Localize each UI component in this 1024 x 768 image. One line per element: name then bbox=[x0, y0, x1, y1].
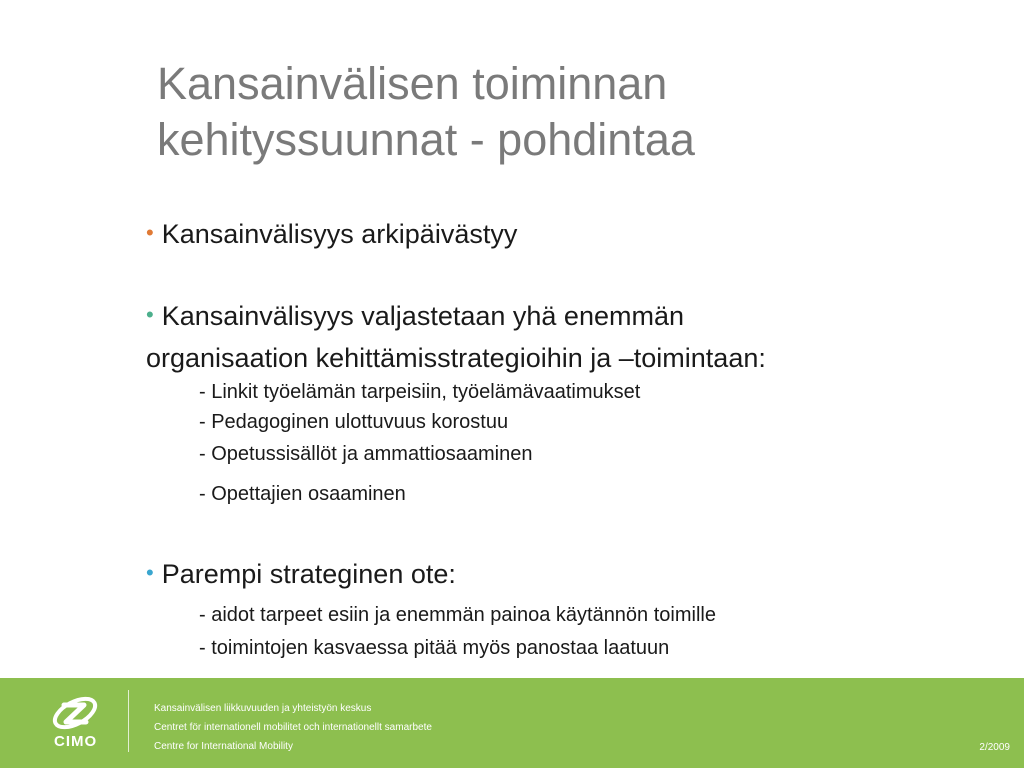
sub-item: - toimintojen kasvaessa pitää myös panostaa laatuun bbox=[199, 637, 670, 659]
bullet-2-text: Kansainvälisyys valjastetaan yhä enemmän bbox=[161, 301, 684, 331]
cimo-logo-icon bbox=[50, 693, 100, 733]
footer-line-sv: Centret för internationell mobilitet och internationellt samarbete bbox=[154, 722, 432, 733]
footer-line-fi: Kansainvälisen liikkuvuuden ja yhteistyön keskus bbox=[154, 703, 372, 714]
sub-item: - Pedagoginen ulottuvuus korostuu bbox=[199, 411, 509, 433]
bullet-2-continuation: organisaation kehittämisstrategioihin ja –toimintaan: bbox=[146, 343, 766, 373]
footer-line-en: Centre for International Mobility bbox=[154, 741, 293, 752]
sub-item: - aidot tarpeet esiin ja enemmän painoa käytännön toimille bbox=[199, 604, 716, 626]
sub-item: - Opetussisällöt ja ammattiosaaminen bbox=[199, 443, 533, 465]
logo-text: CIMO bbox=[54, 733, 98, 750]
sub-item: - Linkit työelämän tarpeisiin, työelämävaatimukset bbox=[199, 381, 641, 403]
bullet-dot: • bbox=[146, 220, 154, 245]
title-line-2: kehityssuunnat - pohdintaa bbox=[157, 114, 695, 165]
slide-title bbox=[157, 56, 917, 168]
bullet-dot: • bbox=[146, 302, 154, 327]
page-number: 2/2009 bbox=[979, 742, 1010, 753]
sub-item: - Opettajien osaaminen bbox=[199, 483, 406, 505]
bullet-1-text: Kansainvälisyys arkipäivästyy bbox=[161, 219, 518, 249]
bullet-3-text: Parempi strateginen ote: bbox=[161, 559, 456, 589]
footer-divider bbox=[128, 690, 129, 752]
bullet-dot: • bbox=[146, 560, 154, 585]
bullet-2 bbox=[146, 298, 684, 336]
bullet-1 bbox=[146, 216, 517, 254]
title-line-1: Kansainvälisen toiminnan bbox=[157, 58, 668, 109]
bullet-3 bbox=[146, 556, 456, 594]
